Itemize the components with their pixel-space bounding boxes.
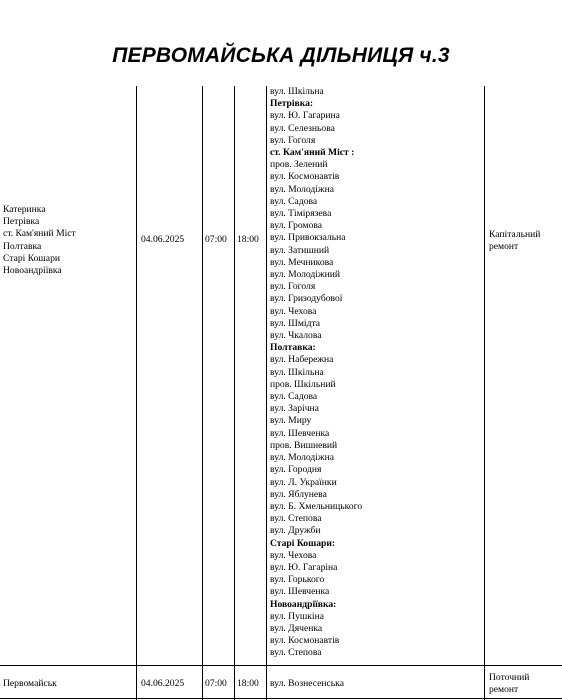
- column-divider: [234, 86, 235, 700]
- time-from-cell: 07:00: [205, 234, 227, 245]
- street-item: вул. Гоголя: [270, 281, 316, 293]
- time-to-cell: 18:00: [237, 678, 259, 689]
- time-to-cell: 18:00: [237, 234, 259, 245]
- street-item: вул. Дружби: [270, 525, 321, 537]
- street-item: вул. Космонавтів: [270, 171, 340, 183]
- street-item: вул. Б. Хмельницького: [270, 500, 363, 512]
- work-type-line: ремонт: [489, 684, 519, 696]
- settlement-name: Новоандріївка: [3, 265, 62, 277]
- street-item: пров. Вишневий: [270, 439, 338, 451]
- street-item: вул. Пушкіна: [270, 610, 324, 622]
- page-title: ПЕРВОМАЙСЬКА ДІЛЬНИЦЯ ч.3: [112, 44, 450, 67]
- street-item: вул. Шевченка: [270, 586, 330, 598]
- street-item: вул. Миру: [270, 415, 312, 427]
- settlement-cell: Первомайськ: [3, 678, 57, 689]
- street-item: вул. Гризодубової: [270, 293, 343, 305]
- settlement-heading: Петрівка:: [270, 98, 314, 110]
- street-item: вул. Молодіжний: [270, 269, 341, 281]
- street-item: вул. Громова: [270, 220, 323, 232]
- street-item: вул. Яблунева: [270, 488, 327, 500]
- settlement-name: ст. Кам'яний Міст: [3, 228, 76, 240]
- street-item: вул. Ю. Гагаріна: [270, 561, 338, 573]
- street-item: вул. Чкалова: [270, 330, 322, 342]
- street-item: вул. Гоголя: [270, 134, 316, 146]
- street-item: вул. Садова: [270, 391, 318, 403]
- settlement-name: Петрівка: [3, 216, 40, 228]
- time-from-cell: 07:00: [205, 678, 227, 689]
- column-divider: [484, 86, 485, 700]
- street-item: вул. Затишний: [270, 244, 330, 256]
- street-cell: вул. Вознесенська: [270, 678, 344, 689]
- column-divider: [202, 86, 203, 700]
- settlement-name: Катеринка: [3, 204, 46, 215]
- work-type-cell: [489, 672, 529, 696]
- street-item: вул. Шкільна: [270, 366, 324, 378]
- street-item: вул. Горького: [270, 574, 325, 586]
- street-item: вул. Садова: [270, 195, 318, 207]
- row-divider: [0, 665, 562, 666]
- date-cell: 04.06.2025: [141, 678, 185, 689]
- street-item: вул. Шкільна: [270, 86, 324, 97]
- column-divider: [266, 86, 267, 700]
- date-cell: 04.06.2025: [141, 234, 185, 245]
- work-type-line: Капітальний: [489, 229, 541, 240]
- work-type-cell: [489, 229, 540, 253]
- street-item: вул. Л. Українки: [270, 476, 337, 488]
- street-item: вул. Городня: [270, 464, 322, 476]
- street-item: вул. Мечникова: [270, 256, 334, 268]
- street-item: вул. Ю. Гагарина: [270, 110, 340, 122]
- street-item: вул. Шмідта: [270, 317, 321, 329]
- street-item: вул. Набережна: [270, 354, 334, 366]
- settlement-heading: Полтавка:: [270, 342, 316, 354]
- street-item: пров. Зелений: [270, 159, 328, 171]
- street-item: вул. Молодіжна: [270, 452, 334, 464]
- street-item: вул. Тімірязева: [270, 208, 332, 220]
- row-divider: [0, 698, 562, 699]
- street-item: вул. Дяченка: [270, 622, 323, 634]
- settlement-name: Полтавка: [3, 240, 42, 252]
- settlement-heading: Новоандріївка:: [270, 598, 337, 610]
- street-item: вул. Чехова: [270, 305, 317, 317]
- street-item: вул. Селезньова: [270, 122, 335, 134]
- street-item: вул. Молодіжна: [270, 183, 334, 195]
- street-item: вул. Шевченка: [270, 427, 330, 439]
- street-item: вул. Привокзальна: [270, 232, 346, 244]
- column-divider: [136, 86, 137, 700]
- street-item: вул. Степова: [270, 647, 322, 659]
- settlement-heading: Старі Кошари:: [270, 537, 336, 549]
- settlement-name: Старі Кошари: [3, 252, 60, 264]
- work-type-line: ремонт: [489, 241, 519, 253]
- street-item: вул. Степова: [270, 513, 322, 525]
- work-type-line: Поточний: [489, 672, 530, 683]
- settlements-cell: [3, 204, 76, 277]
- street-item: вул. Зарічна: [270, 403, 319, 415]
- street-item: пров. Шкільний: [270, 378, 336, 390]
- settlement-heading: ст. Кам'яний Міст :: [270, 147, 355, 159]
- street-item: вул. Космонавтів: [270, 635, 340, 647]
- streets-list: [270, 86, 362, 660]
- street-item: вул. Чехова: [270, 549, 317, 561]
